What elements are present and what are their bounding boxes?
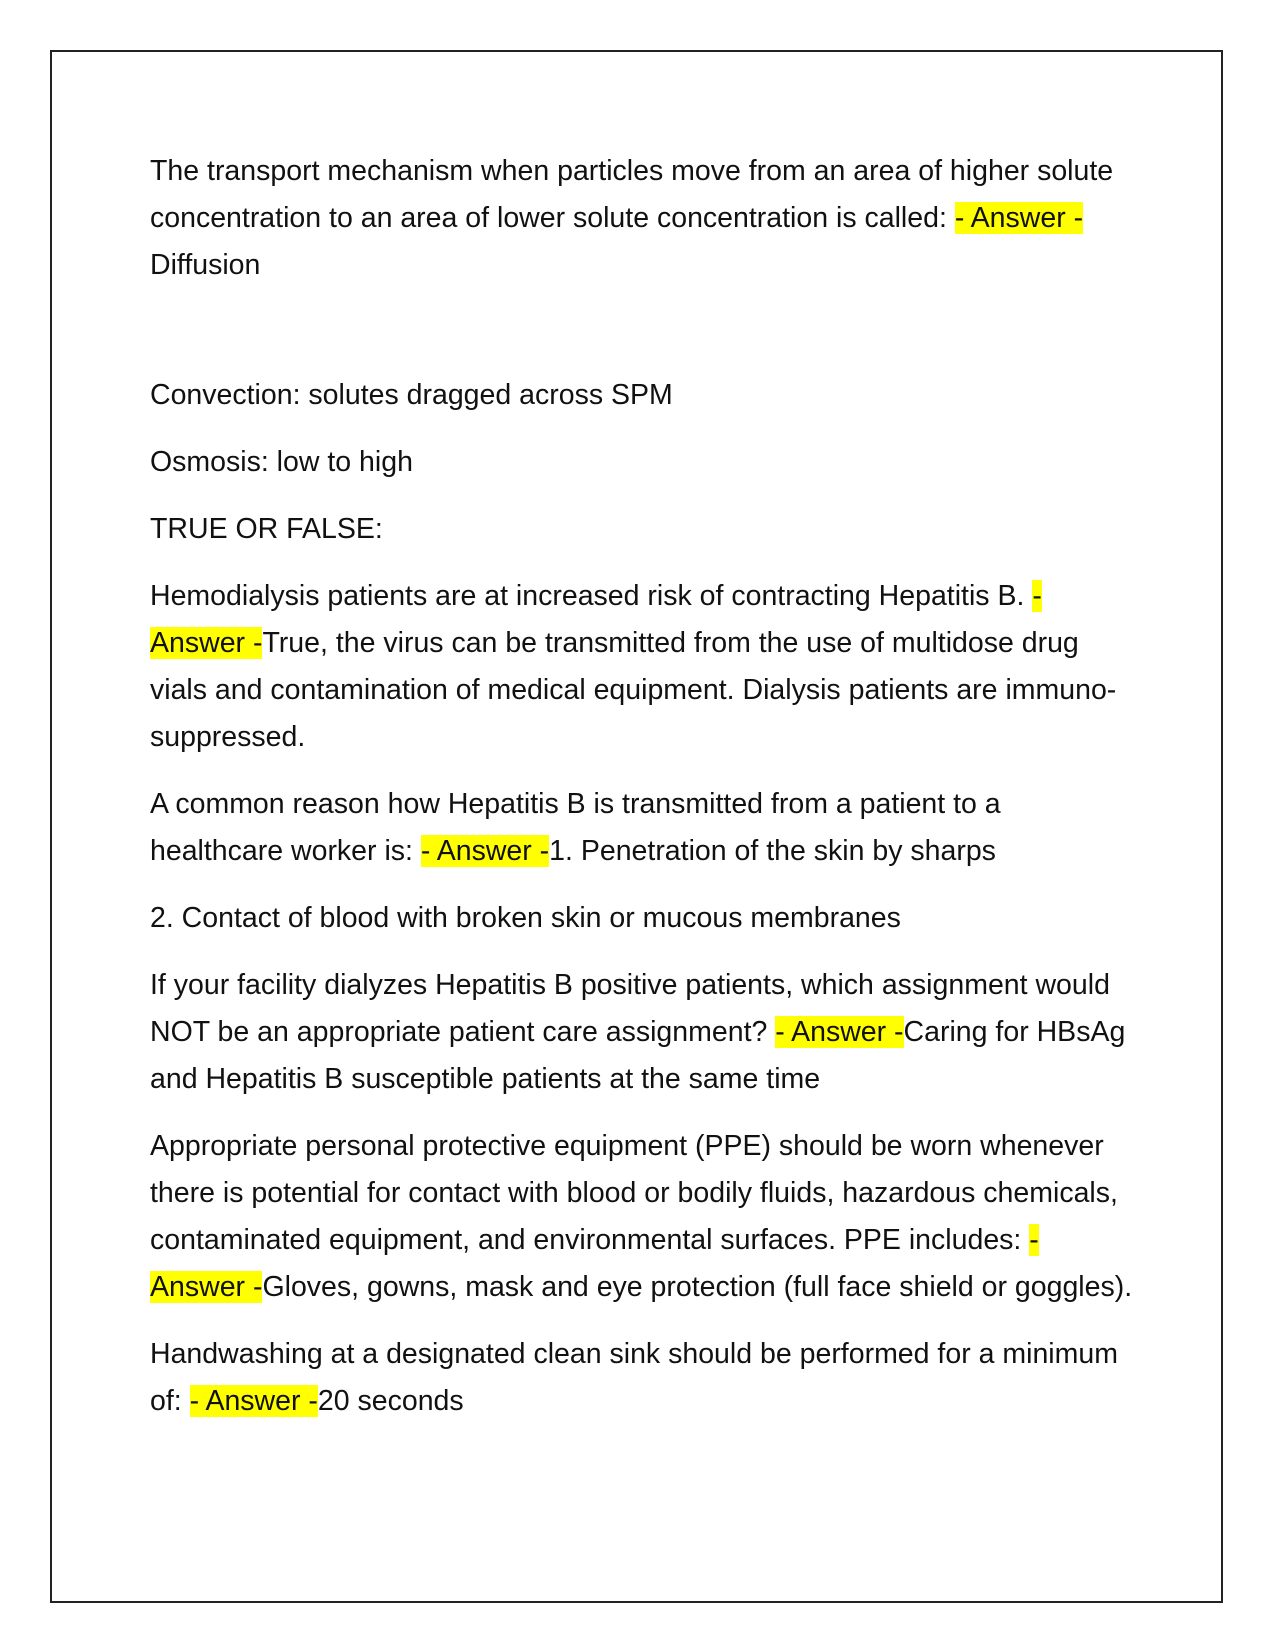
answer-text: True, the virus can be transmitted from the use of multidose drug vials and contamination of medical equipment. Dialysis patients are immuno-suppressed.	[150, 627, 1117, 753]
qa-ppe	[150, 1123, 1140, 1311]
qa-hepatitis-risk	[150, 573, 1140, 761]
document-body	[150, 148, 1140, 1445]
answer-marker: - Answer -	[420, 835, 550, 867]
question-text: If your facility dialyzes Hepatitis B positive patients, which assignment would NOT be an appropriate patient care assignment?	[150, 969, 1110, 1048]
note-text: 2. Contact of blood with broken skin or mucous membranes	[150, 902, 901, 934]
note-contact-blood	[150, 895, 1140, 942]
answer-marker: - Answer -	[150, 1224, 1039, 1303]
question-text: A common reason how Hepatitis B is transmitted from a patient to a healthcare worker is:	[150, 788, 1001, 867]
answer-text: 20 seconds	[317, 1385, 464, 1417]
note-convection	[150, 372, 1140, 419]
qa-diffusion	[150, 148, 1140, 289]
question-text: Hemodialysis patients are at increased risk of contracting Hepatitis B.	[150, 580, 1033, 612]
answer-text: Diffusion	[150, 249, 261, 281]
question-text: Handwashing at a designated clean sink should be performed for a minimum of:	[150, 1338, 1118, 1417]
question-text: Appropriate personal protective equipment (PPE) should be worn whenever there is potential for contact with blood or bodily fluids, hazardous chemicals, contaminated equipment, and environmental surfaces. PPE includes:	[150, 1130, 1118, 1256]
answer-text: 1. Penetration of the skin by sharps	[549, 835, 996, 867]
answer-text: Caring for HBsAg and Hepatitis B susceptible patients at the same time	[150, 1016, 1126, 1095]
answer-marker: - Answer -	[150, 580, 1042, 659]
answer-text: Gloves, gowns, mask and eye protection (full face shield or goggles).	[262, 1271, 1133, 1303]
question-text: The transport mechanism when particles move from an area of higher solute concentration to an area of lower solute concentration is called:	[150, 155, 1114, 234]
answer-marker: - Answer -	[775, 1016, 904, 1048]
section-heading-true-false	[150, 506, 1140, 553]
note-osmosis	[150, 439, 1140, 486]
section-heading: TRUE OR FALSE:	[150, 513, 383, 545]
spacer	[150, 309, 1140, 372]
qa-handwashing	[150, 1331, 1140, 1425]
qa-hepatitis-transmission	[150, 781, 1140, 875]
answer-marker: - Answer -	[954, 202, 1084, 234]
note-text: Osmosis: low to high	[150, 446, 413, 478]
qa-patient-assignment	[150, 962, 1140, 1103]
answer-marker: - Answer -	[189, 1385, 318, 1417]
note-text: Convection: solutes dragged across SPM	[150, 379, 673, 411]
